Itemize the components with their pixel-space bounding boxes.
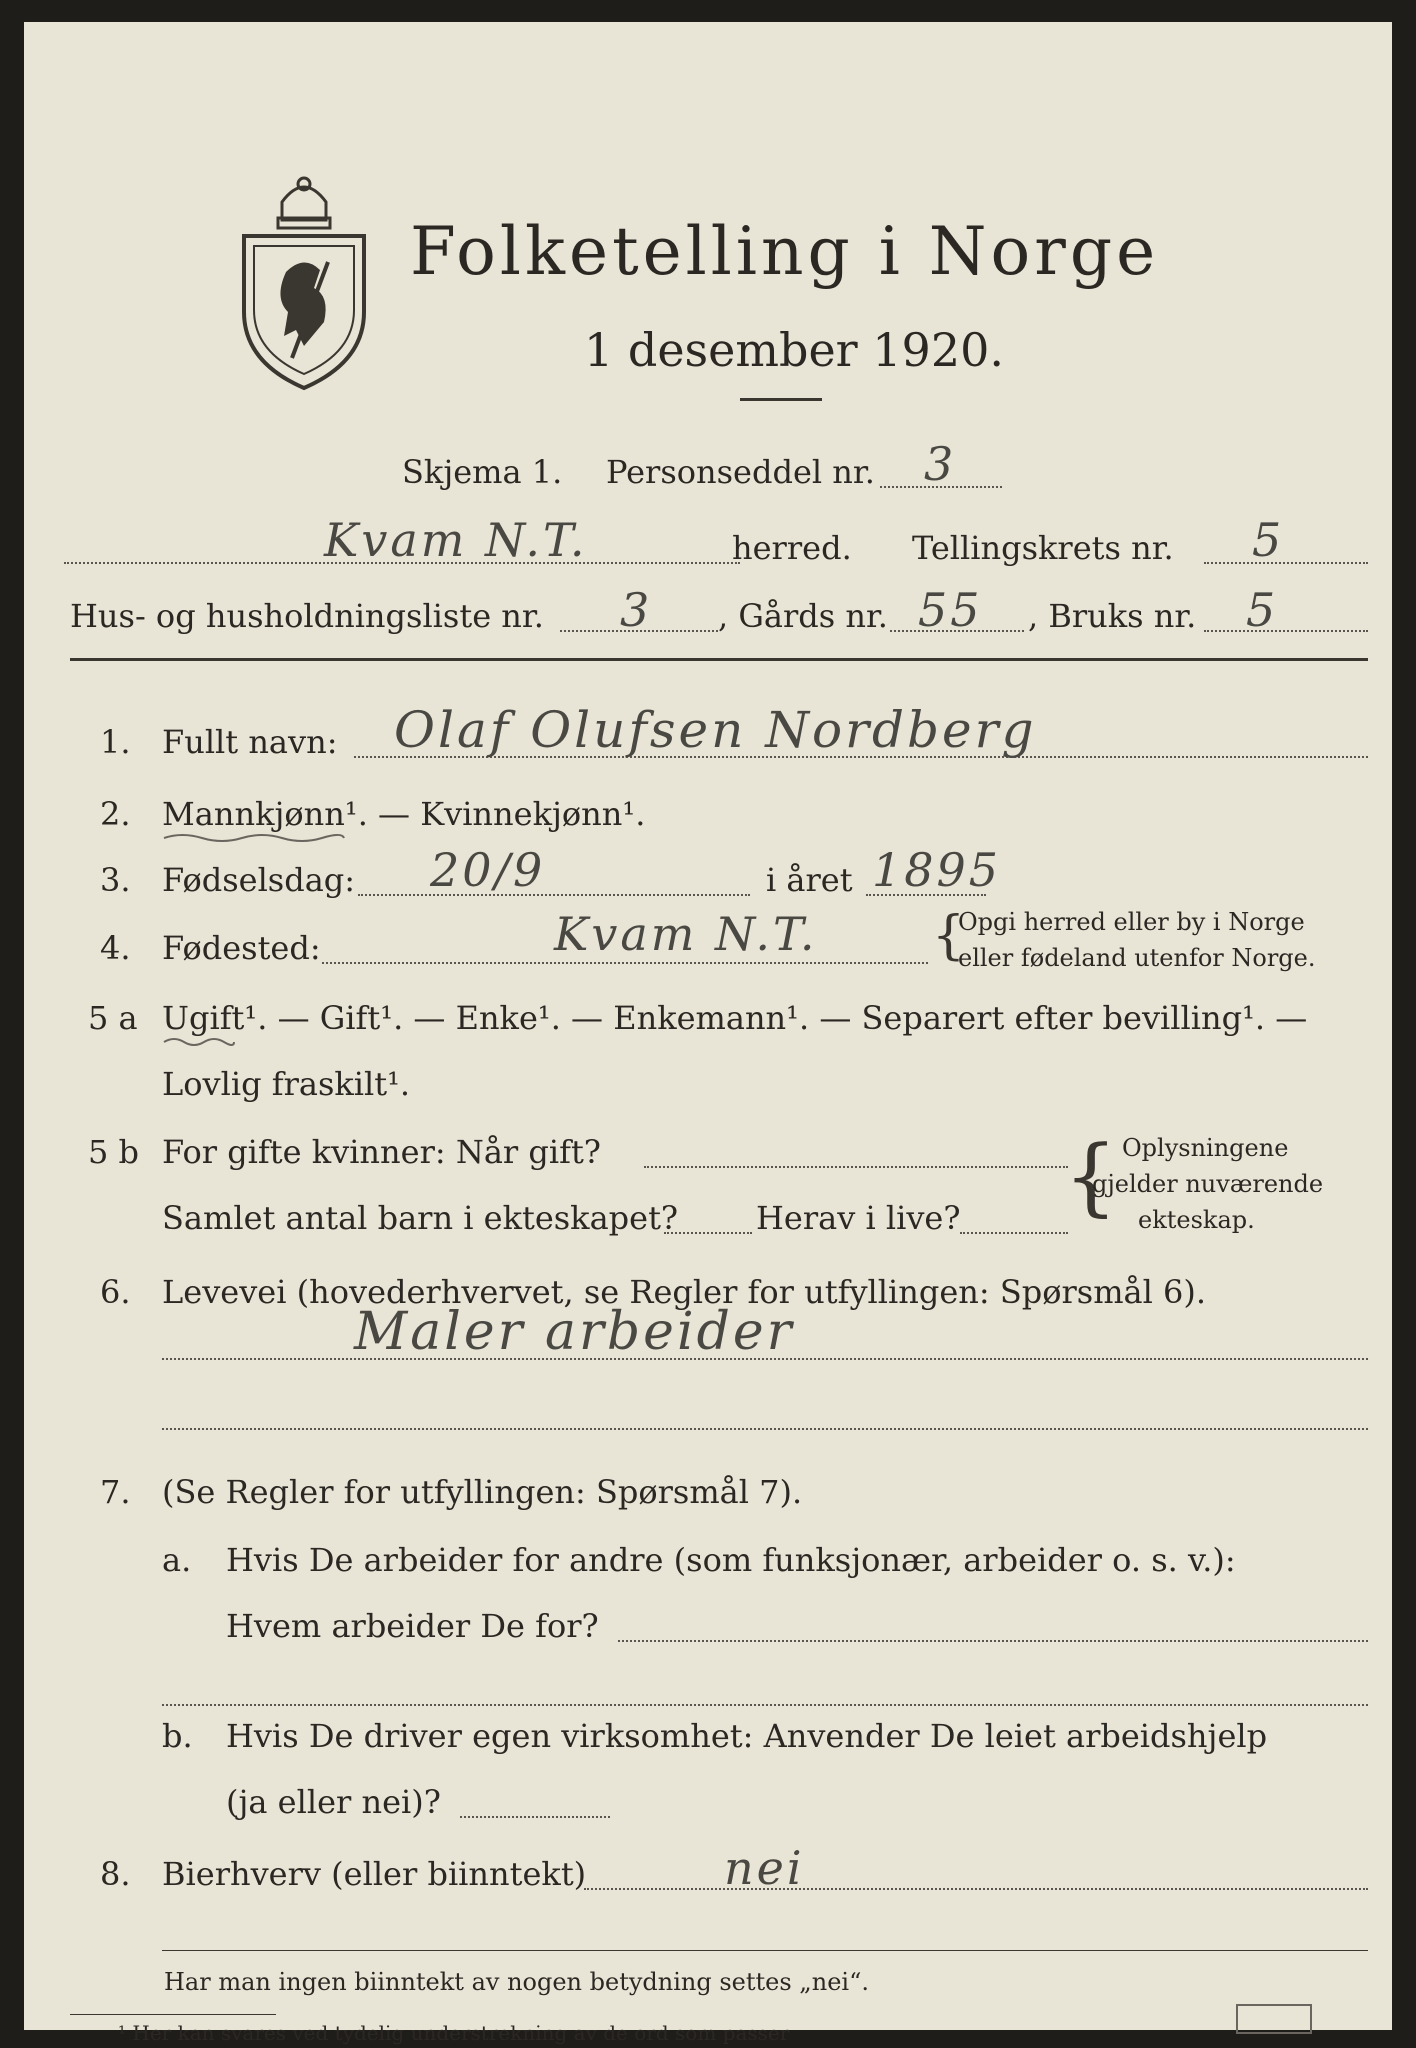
q4-label: Fødested:: [162, 929, 321, 967]
q6-number: 6.: [100, 1273, 131, 1311]
q7-label: (Se Regler for utfyllingen: Spørsmål 7).: [162, 1473, 803, 1511]
q5a-number: 5 a: [88, 999, 138, 1037]
title-divider: [740, 398, 822, 401]
q4-note-line2: eller fødeland utenfor Norge.: [958, 944, 1316, 972]
header-divider: [70, 658, 1368, 661]
census-form: [24, 22, 1392, 2045]
q5b-children-label: Samlet antal barn i ekteskapet?: [162, 1199, 679, 1237]
bruks-label: , Bruks nr.: [1028, 597, 1197, 635]
q6-label: Levevei (hovederhvervet, se Regler for utfyllingen: Spørsmål 6).: [162, 1273, 1207, 1311]
footnote-divider: [70, 2014, 276, 2015]
q4-note-line1: Opgi herred eller by i Norge: [958, 908, 1305, 936]
footnote: ¹ Her kan svares ved tydelig understrekning av de ord som passer: [118, 2021, 790, 2045]
gards-label: , Gårds nr.: [718, 597, 888, 635]
q5b-alive-label: Herav i live?: [756, 1199, 961, 1237]
herred-label: herred.: [732, 529, 852, 567]
q8-label: Bierhverv (eller biinntekt): [162, 1855, 587, 1893]
q4-line: [322, 962, 928, 964]
q5b-married-line: [644, 1166, 1068, 1168]
q7b-answer-line: [460, 1816, 610, 1818]
form-title: Folketelling i Norge: [410, 213, 1160, 290]
personseddel-label: Personseddel nr.: [606, 453, 875, 491]
personseddel-value: 3: [924, 437, 957, 491]
q4-value: Kvam N.T.: [554, 907, 818, 961]
q7a-letter: a.: [162, 1541, 192, 1579]
q5b-number: 5 b: [88, 1133, 140, 1171]
q5b-brace: {: [1064, 1127, 1118, 1225]
q7-number: 7.: [100, 1473, 131, 1511]
tellingskrets-line: [1204, 562, 1368, 564]
footer-note: Har man ingen biinntekt av nogen betydning settes „nei“.: [164, 1968, 869, 1996]
q3-value: 20/9: [430, 843, 546, 897]
q8-value: nei: [724, 1841, 805, 1895]
q3-line: [358, 894, 750, 896]
q3-label: Fødselsdag:: [162, 861, 356, 899]
tellingskrets-value: 5: [1252, 513, 1285, 567]
q7b-line2: (ja eller nei)?: [226, 1783, 441, 1821]
herred-value: Kvam N.T.: [324, 513, 588, 567]
q2-options: Mannkjønn¹. — Kvinnekjønn¹.: [162, 795, 646, 833]
tellingskrets-label: Tellingskrets nr.: [912, 529, 1174, 567]
q5b-alive-line: [960, 1232, 1068, 1234]
q2-underline-mark: [162, 830, 346, 844]
q5b-note-line3: ekteskap.: [1138, 1206, 1255, 1234]
q5a-options-line2: Lovlig fraskilt¹.: [162, 1065, 411, 1103]
q7a-line1: Hvis De arbeider for andre (som funksjonær, arbeider o. s. v.):: [226, 1541, 1236, 1579]
q5b-note-line1: Oplysningene: [1122, 1134, 1289, 1162]
q5b-children-line: [664, 1232, 752, 1234]
q4-brace: {: [932, 906, 966, 966]
q6-value: Maler arbeider: [354, 1302, 795, 1362]
q7a-answer-line: [618, 1640, 1368, 1642]
norwegian-coat-of-arms-icon: [234, 162, 374, 392]
skjema-label: Skjema 1.: [402, 453, 563, 491]
q7a-line2: Hvem arbeider De for?: [226, 1607, 599, 1645]
husholdning-label: Hus- og husholdningsliste nr.: [70, 597, 544, 635]
q5a-underline-mark: [162, 1034, 236, 1048]
q5b-married-label: For gifte kvinner: Når gift?: [162, 1133, 601, 1171]
q3-number: 3.: [100, 861, 131, 899]
q1-value: Olaf Olufsen Nordberg: [394, 701, 1037, 759]
q8-second-line: [162, 1950, 1368, 1951]
q5a-options: Ugift¹. — Gift¹. — Enke¹. — Enkemann¹. — Separert efter bevilling¹. —: [162, 999, 1308, 1037]
q7b-line1: Hvis De driver egen virksomhet: Anvender De leiet arbeidshjelp: [226, 1717, 1268, 1755]
q7a-answer-line2: [162, 1704, 1368, 1706]
q1-number: 1.: [100, 723, 131, 761]
husholdning-value: 3: [620, 583, 653, 637]
q6-line2: [162, 1428, 1368, 1430]
bruks-value: 5: [1246, 583, 1279, 637]
q1-label: Fullt navn:: [162, 723, 338, 761]
q3-year-label: i året: [766, 861, 853, 899]
q2-number: 2.: [100, 795, 131, 833]
q8-number: 8.: [100, 1855, 131, 1893]
census-date: 1 desember 1920.: [584, 323, 1004, 377]
q8-line: [584, 1888, 1368, 1890]
q7b-letter: b.: [162, 1717, 193, 1755]
q3-year-value: 1895: [872, 843, 1002, 897]
q4-number: 4.: [100, 929, 131, 967]
q5b-note-line2: gjelder nuværende: [1092, 1170, 1324, 1198]
gards-value: 55: [918, 583, 983, 637]
bruks-line: [1204, 630, 1368, 632]
printer-stamp: [1236, 2004, 1312, 2034]
